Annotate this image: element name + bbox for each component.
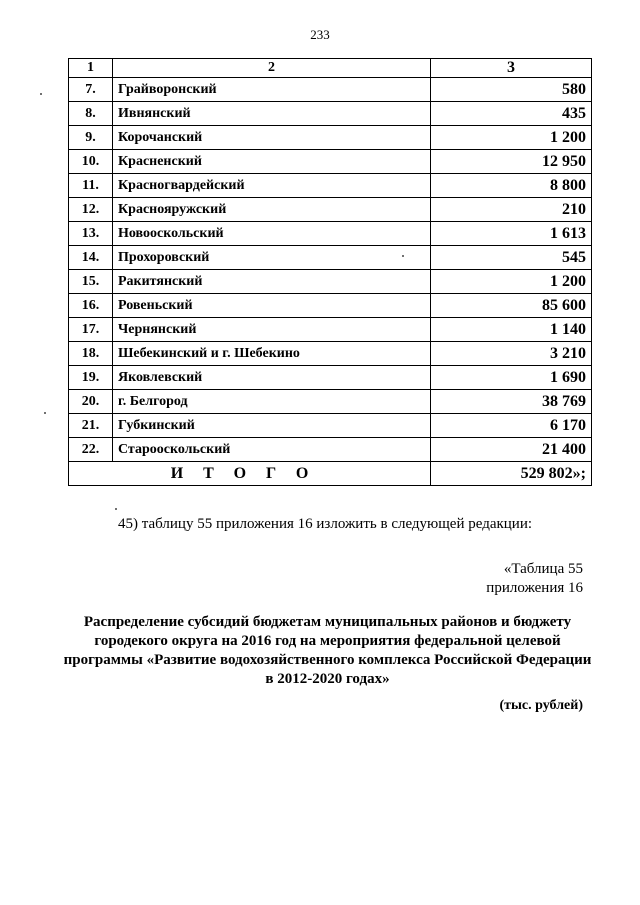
row-name: Ивнянский [113, 102, 431, 126]
row-name: Старооскольский [113, 438, 431, 462]
table-row [69, 126, 592, 150]
row-number: 15. [69, 270, 113, 294]
table-row [69, 318, 592, 342]
table-row [69, 294, 592, 318]
row-name: Новооскольский [113, 222, 431, 246]
table-reference: «Таблица 55 [503, 561, 583, 577]
row-name: Губкинский [113, 414, 431, 438]
row-number: 9. [69, 126, 113, 150]
row-value: 38 769 [431, 390, 592, 414]
row-value: 85 600 [431, 294, 592, 318]
row-name: Чернянский [113, 318, 431, 342]
row-value: 3 210 [431, 342, 592, 366]
row-number: 13. [69, 222, 113, 246]
row-name: Корочанский [113, 126, 431, 150]
row-value: 435 [431, 102, 592, 126]
document-title: Распределение субсидий бюджетам муниципальных районов и бюджету городекого округа на 2016 год на мероприятия федеральной целевой программы «Развитие водохозяйственного комплекса Российской Федерации в 2012-2020 годах» [63, 614, 592, 687]
page-number: 233 [310, 27, 330, 42]
row-name: Шебекинский и г. Шебекино [113, 342, 431, 366]
header-col-1: 1 [69, 59, 113, 78]
row-value: 1 140 [431, 318, 592, 342]
table-row [69, 366, 592, 390]
row-number: 22. [69, 438, 113, 462]
table-header-row [69, 59, 592, 78]
row-number: 8. [69, 102, 113, 126]
header-col-2: 2 [113, 59, 431, 78]
row-value: 580 [431, 78, 592, 102]
row-value: 1 690 [431, 366, 592, 390]
total-value: 529 802»; [431, 462, 592, 486]
table-row [69, 414, 592, 438]
table-row [69, 438, 592, 462]
table-row [69, 390, 592, 414]
row-value: 1 613 [431, 222, 592, 246]
row-number: 21. [69, 414, 113, 438]
total-row [69, 462, 592, 486]
row-number: 19. [69, 366, 113, 390]
row-value: 12 950 [431, 150, 592, 174]
row-number: 10. [69, 150, 113, 174]
row-name: Краснояружский [113, 198, 431, 222]
row-value: 545 [431, 246, 592, 270]
row-name: г. Белгород [113, 390, 431, 414]
row-name: Ровеньский [113, 294, 431, 318]
table-row [69, 78, 592, 102]
row-number: 7. [69, 78, 113, 102]
row-number: 11. [69, 174, 113, 198]
scan-speck [40, 93, 42, 95]
row-number: 14. [69, 246, 113, 270]
row-name: Прохоровский [113, 246, 431, 270]
scan-speck [115, 508, 117, 510]
row-name: Красногвардейский [113, 174, 431, 198]
row-number: 16. [69, 294, 113, 318]
table-row [69, 198, 592, 222]
table-row [69, 246, 592, 270]
appendix-reference: приложения 16 [486, 580, 583, 596]
table-body [69, 78, 592, 462]
row-name: Грайворонский [113, 78, 431, 102]
instruction-text: 45) таблицу 55 приложения 16 изложить в следующей редакции: [118, 516, 533, 532]
row-name: Яковлевский [113, 366, 431, 390]
table-row [69, 222, 592, 246]
header-col-3: 3 [431, 59, 592, 78]
row-value: 210 [431, 198, 592, 222]
budget-table [68, 58, 592, 486]
scan-speck [402, 255, 404, 257]
row-value: 1 200 [431, 126, 592, 150]
row-value: 8 800 [431, 174, 592, 198]
row-value: 6 170 [431, 414, 592, 438]
scan-speck [44, 412, 46, 414]
row-name: Красненский [113, 150, 431, 174]
row-name: Ракитянский [113, 270, 431, 294]
row-value: 1 200 [431, 270, 592, 294]
table-row [69, 150, 592, 174]
table-row [69, 174, 592, 198]
row-number: 18. [69, 342, 113, 366]
row-number: 12. [69, 198, 113, 222]
row-value: 21 400 [431, 438, 592, 462]
table-row [69, 270, 592, 294]
row-number: 20. [69, 390, 113, 414]
table-row [69, 102, 592, 126]
total-label: ИТОГО [69, 462, 431, 486]
units-label: (тыс. рублей) [499, 698, 583, 713]
row-number: 17. [69, 318, 113, 342]
table-row [69, 342, 592, 366]
